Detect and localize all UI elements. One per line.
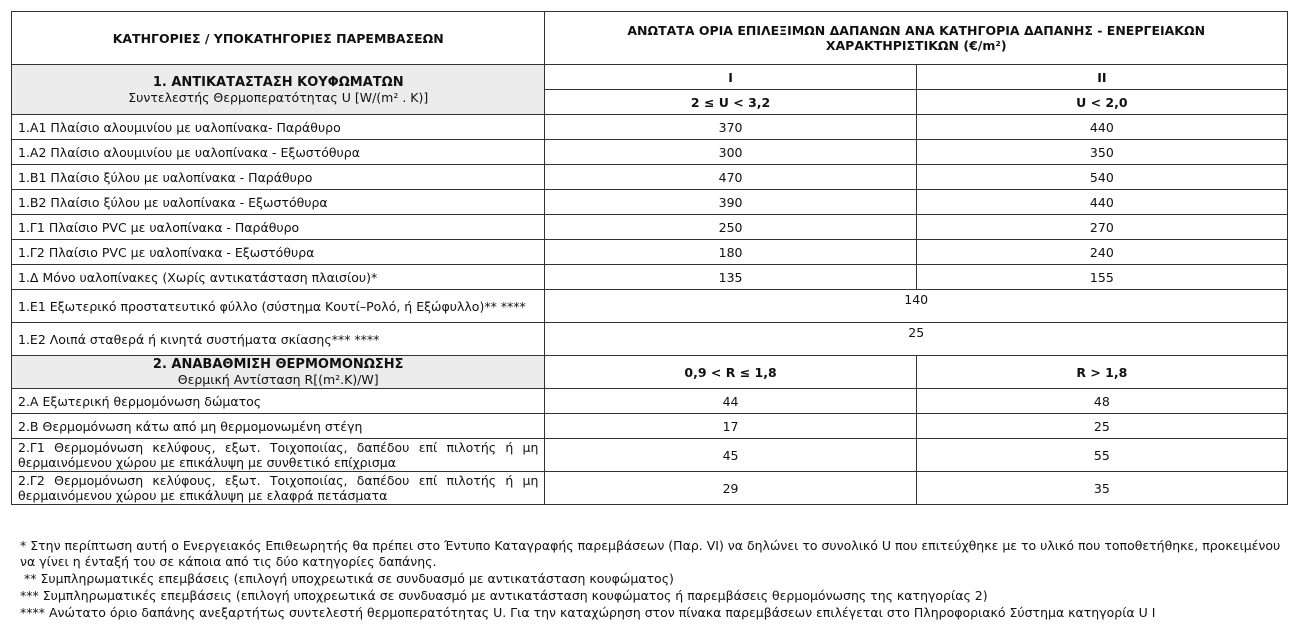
footnote-2: ** Συμπληρωματικές επεμβάσεις (επιλογή υποχρεωτικά σε συνδυασμό με αντικατάσταση κουφώματος) [20,571,674,586]
section1-range-I: 2 ≤ U < 3,2 [545,90,916,115]
row-label: 1.Γ1 Πλαίσιο PVC με υαλοπίνακα - Παράθυρο [12,215,545,240]
section2-title: 2. ΑΝΑΒΑΘΜΙΣΗ ΘΕΡΜΟΜΟΝΩΣΗΣ [152,357,404,372]
row-value-I: 135 [545,265,916,290]
section1-col-II: II [916,65,1287,90]
table-row [12,190,1288,215]
row-label: 2.Γ1 Θερμομόνωση κελύφους, εξωτ. Τοιχοποιίας, δαπέδου επί πιλοτής ή μη θερμαινόμενου χώρου με επικάλυψη με συνθετικό επίχρισμα [12,439,545,472]
row-label: 1.Α2 Πλαίσιο αλουμινίου με υαλοπίνακα - Εξωστόθυρα [12,140,545,165]
row-value-II: 270 [916,215,1287,240]
row-value-merged: 25 [545,323,1288,356]
table-row-e2 [12,323,1288,356]
section2-subtitle: Θερμική Αντίσταση R[(m².K)/W] [177,372,379,387]
table-row [12,439,1288,472]
row-value-II: 55 [916,439,1287,472]
row-label: 1.Β2 Πλαίσιο ξύλου με υαλοπίνακα - Εξωστόθυρα [12,190,545,215]
section1-subtitle: Συντελεστής Θερμοπερατότητας U [W/(m² . K)] [128,89,429,105]
row-label: 1.Ε1 Εξωτερικό προστατευτικό φύλλο (σύστημα Κουτί–Ρολό, ή Εξώφυλλο)** **** [12,290,545,323]
section1-range-II: U < 2,0 [916,90,1287,115]
section2-range-I: 0,9 < R ≤ 1,8 [545,356,916,389]
row-value-II: 48 [916,389,1287,414]
row-value-I: 180 [545,240,916,265]
section1-col-I: I [545,65,916,90]
row-value-II: 440 [916,190,1287,215]
header-limits [545,12,1288,65]
row-value-II: 155 [916,265,1287,290]
row-label: 1.Ε2 Λοιπά σταθερά ή κινητά συστήματα σκίασης*** **** [12,323,545,356]
row-label: 1.Α1 Πλαίσιο αλουμινίου με υαλοπίνακα- Παράθυρο [12,115,545,140]
row-value-II: 25 [916,414,1287,439]
row-value-I: 45 [545,439,916,472]
header-limits-line1: ΑΝΩΤΑΤΑ ΟΡΙΑ ΕΠΙΛΕΞΙΜΩΝ ΔΑΠΑΝΩΝ ΑΝΑ ΚΑΤΗΓΟΡΙΑ ΔΑΠΑΝΗΣ - ΕΝΕΡΓΕΙΑΚΩΝ [627,23,1206,38]
row-value-II: 350 [916,140,1287,165]
row-value-I: 300 [545,140,916,165]
footnote-3: *** Συμπληρωματικές επεμβάσεις (επιλογή υποχρεωτικά σε συνδυασμό με αντικατάσταση κουφώματος ή παρεμβάσεις θερμομόνωσης της κατηγορίας 2) [20,588,988,603]
table-row [12,115,1288,140]
row-value-II: 440 [916,115,1287,140]
row-value-II: 35 [916,472,1287,505]
section2-header-row [12,356,1288,389]
section1-heading [12,65,545,115]
row-label: 2.Γ2 Θερμομόνωση κελύφους, εξωτ. Τοιχοποιίας, δαπέδου επί πιλοτής ή μη θερμαινόμενου χώρου με επικάλυψη με ελαφρά πετάσματα [12,472,545,505]
footnotes [20,538,1290,622]
table-header-row [12,12,1288,65]
row-label: 1.Δ Μόνο υαλοπίνακες (Χωρίς αντικατάσταση πλαισίου)* [12,265,545,290]
header-categories: ΚΑΤΗΓΟΡΙΕΣ / ΥΠΟΚΑΤΗΓΟΡΙΕΣ ΠΑΡΕΜΒΑΣΕΩΝ [12,12,545,65]
row-value-II: 540 [916,165,1287,190]
footnote-1: * Στην περίπτωση αυτή ο Ενεργειακός Επιθεωρητής θα πρέπει στο Έντυπο Καταγραφής παρεμβάσεων (Παρ. VI) να δηλώνει το συνολικό U που επιτεύχθηκε με το υλικό που τοποθετήθηκε, προκειμένου να γίνει η ένταξή του σε κάποια από τις δύο κατηγορίες δαπάνης. [20,538,1281,569]
row-label: 1.Γ2 Πλαίσιο PVC με υαλοπίνακα - Εξωστόθυρα [12,240,545,265]
row-value-I: 370 [545,115,916,140]
table-row [12,140,1288,165]
table-row [12,389,1288,414]
section1-title: 1. ΑΝΤΙΚΑΤΑΣΤΑΣΗ ΚΟΥΦΩΜΑΤΩΝ [152,74,404,90]
header-limits-line2: ΧΑΡΑΚΤΗΡΙΣΤΙΚΩΝ (€/m²) [825,38,1007,53]
row-value-I: 470 [545,165,916,190]
row-value-I: 250 [545,215,916,240]
row-label: 2.Β Θερμομόνωση κάτω από μη θερμομονωμένη στέγη [12,414,545,439]
row-label: 2.Α Εξωτερική θερμομόνωση δώματος [12,389,545,414]
row-label: 1.Β1 Πλαίσιο ξύλου με υαλοπίνακα - Παράθυρο [12,165,545,190]
table-row [12,215,1288,240]
row-value-merged: 140 [545,290,1288,323]
expense-limits-table [11,11,1288,505]
table-row [12,414,1288,439]
row-value-I: 390 [545,190,916,215]
table-row [12,240,1288,265]
row-value-II: 240 [916,240,1287,265]
row-value-I: 29 [545,472,916,505]
row-value-I: 17 [545,414,916,439]
section1-header-row [12,65,1288,90]
row-value-I: 44 [545,389,916,414]
footnote-4: **** Ανώτατο όριο δαπάνης ανεξαρτήτως συντελεστή θερμοπερατότητας U. Για την καταχώρηση στον πίνακα παρεμβάσεων επιλέγεται στο Πληροφοριακό Σύστημα κατηγορία U I [20,605,1156,620]
table-row-e1 [12,290,1288,323]
table-row [12,265,1288,290]
table-row [12,165,1288,190]
section2-range-II: R > 1,8 [916,356,1287,389]
table-row [12,472,1288,505]
section2-heading [12,356,545,389]
